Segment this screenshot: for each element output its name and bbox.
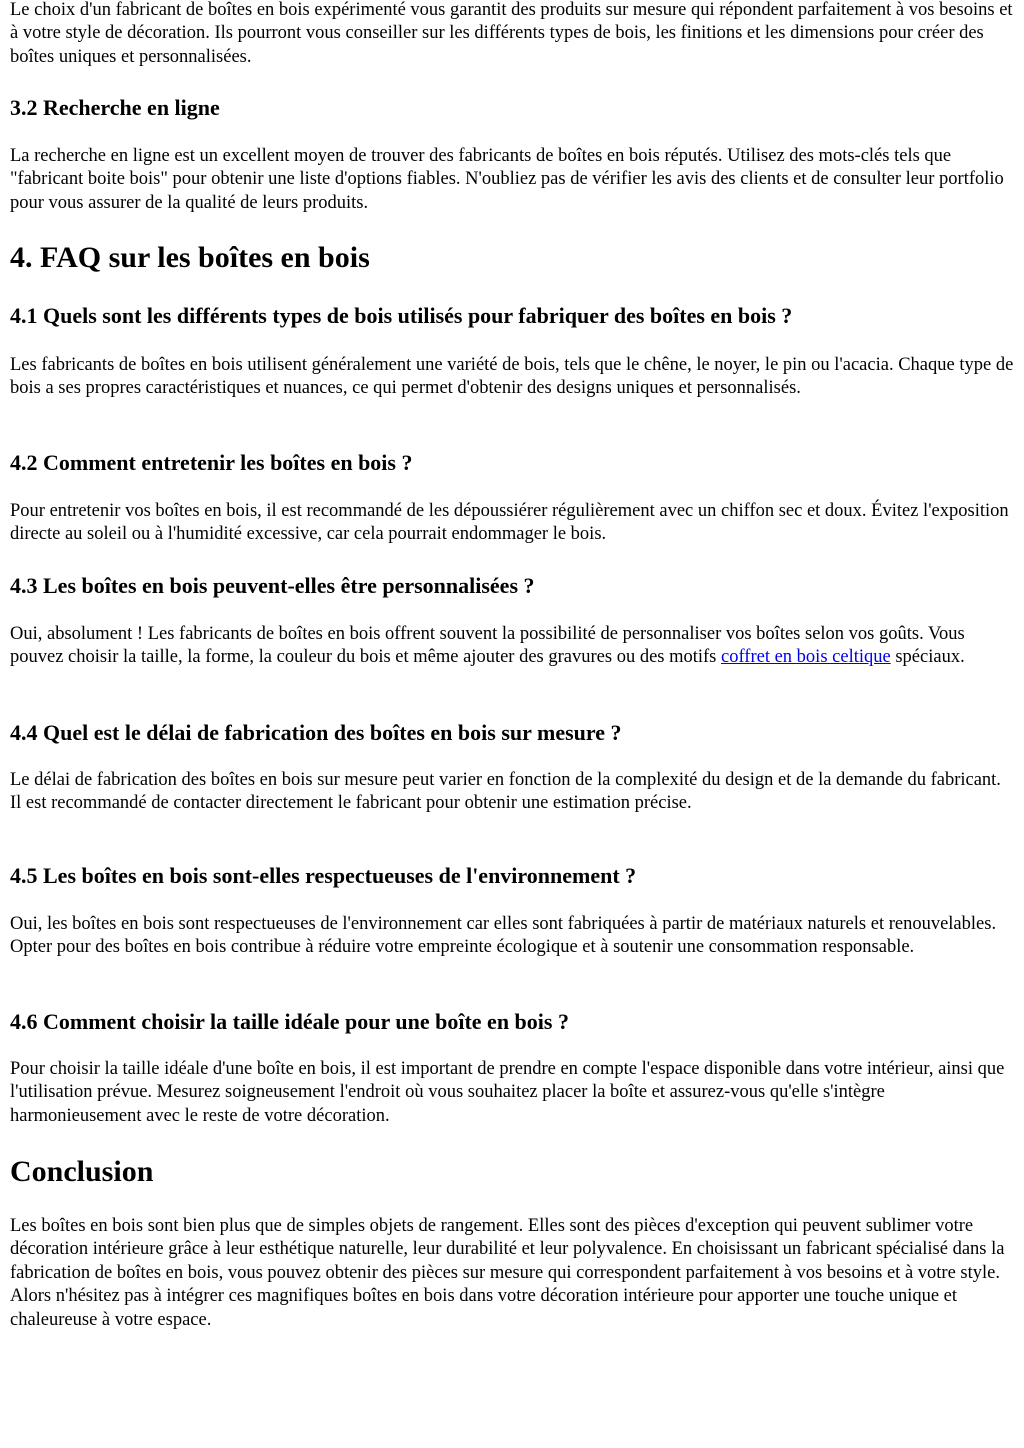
faq-4-3-text-before: Oui, absolument ! Les fabricants de boîtes en bois offrent souvent la possibilité de personnaliser vos boîtes selon vos goûts. Vous pouvez choisir la taille, la forme, la couleur du bois et même ajouter des gravures ou des motifs bbox=[10, 624, 965, 668]
faq-4-6-answer: Pour choisir la taille idéale d'une boîte en bois, il est important de prendre en compte l'espace disponible dans votre intérieur, ainsi que l'utilisation prévue. Mesurez soigneusement l'endroit où vous souhaitez placer la boîte et assurez-vous qu'elle s'intègre harmonieusement avec le reste de votre décoration. bbox=[10, 1059, 1005, 1126]
faq-4-2-heading: 4.2 Comment entretenir les boîtes en bois ? bbox=[10, 450, 413, 475]
faq-4-4-answer: Le délai de fabrication des boîtes en bois sur mesure peut varier en fonction de la complexité du design et de la demande du fabricant. Il est recommandé de contacter directement le fabricant pour obtenir une estimation précise. bbox=[10, 770, 1001, 814]
faq-4-5-answer: Oui, les boîtes en bois sont respectueuses de l'environnement car elles sont fabriquées à partir de matériaux naturels et renouvelables. Opter pour des boîtes en bois contribue à réduire votre empreinte écologique et à soutenir une consommation responsable. bbox=[10, 914, 997, 958]
section-4-heading: 4. FAQ sur les boîtes en bois bbox=[10, 241, 370, 274]
section-3-2-paragraph: La recherche en ligne est un excellent moyen de trouver des fabricants de boîtes en bois réputés. Utilisez des mots-clés tels que "fabricant boite bois" pour obtenir une liste d'options fiables. N'oubliez pas de vérifier les avis des clients et de consulter leur portfolio pour vous assurer de la qualité de leurs produits. bbox=[10, 146, 1004, 213]
faq-4-3-heading: 4.3 Les boîtes en bois peuvent-elles être personnalisées ? bbox=[10, 573, 535, 598]
faq-4-6-heading: 4.6 Comment choisir la taille idéale pour une boîte en bois ? bbox=[10, 1009, 569, 1034]
conclusion-paragraph: Les boîtes en bois sont bien plus que de simples objets de rangement. Elles sont des pièces d'exception qui peuvent sublimer votre décoration intérieure grâce à leur esthétique naturelle, leur durabilité et leur polyvalence. En choisissant un fabricant spécialisé dans la fabrication de boîtes en bois, vous pouvez obtenir des pièces sur mesure qui correspondent parfaitement à vos besoins et à votre style. Alors n'hésitez pas à intégrer ces magnifiques boîtes en bois dans votre décoration intérieure pour apporter une touche unique et chaleureuse à votre espace. bbox=[10, 1216, 1005, 1330]
conclusion-heading: Conclusion bbox=[10, 1155, 154, 1188]
faq-4-2-answer: Pour entretenir vos boîtes en bois, il est recommandé de les dépoussiérer régulièrement avec un chiffon sec et doux. Évitez l'exposition directe au soleil ou à l'humidité excessive, car cela pourrait endommager le bois. bbox=[10, 501, 1009, 545]
faq-4-5-heading: 4.5 Les boîtes en bois sont-elles respectueuses de l'environnement ? bbox=[10, 863, 637, 888]
intro-paragraph: Le choix d'un fabricant de boîtes en bois expérimenté vous garantit des produits sur mesure qui répondent parfaitement à vos besoins et à votre style de décoration. Ils pourront vous conseiller sur les différents types de bois, les finitions et les dimensions pour créer des boîtes uniques et personnalisées. bbox=[10, 0, 1013, 67]
coffret-celtique-link[interactable]: coffret en bois celtique bbox=[721, 647, 891, 668]
faq-4-1-heading: 4.1 Quels sont les différents types de bois utilisés pour fabriquer des boîtes en bois ? bbox=[10, 303, 793, 328]
faq-4-3-text-after: spéciaux. bbox=[890, 647, 965, 668]
section-3-2-heading: 3.2 Recherche en ligne bbox=[10, 95, 220, 120]
faq-4-3-answer bbox=[10, 623, 1016, 670]
faq-4-4-heading: 4.4 Quel est le délai de fabrication des boîtes en bois sur mesure ? bbox=[10, 720, 622, 745]
faq-4-1-answer: Les fabricants de boîtes en bois utilisent généralement une variété de bois, tels que le chêne, le noyer, le pin ou l'acacia. Chaque type de bois a ses propres caractéristiques et nuances, ce qui permet d'obtenir des designs uniques et personnalisés. bbox=[10, 355, 1014, 399]
